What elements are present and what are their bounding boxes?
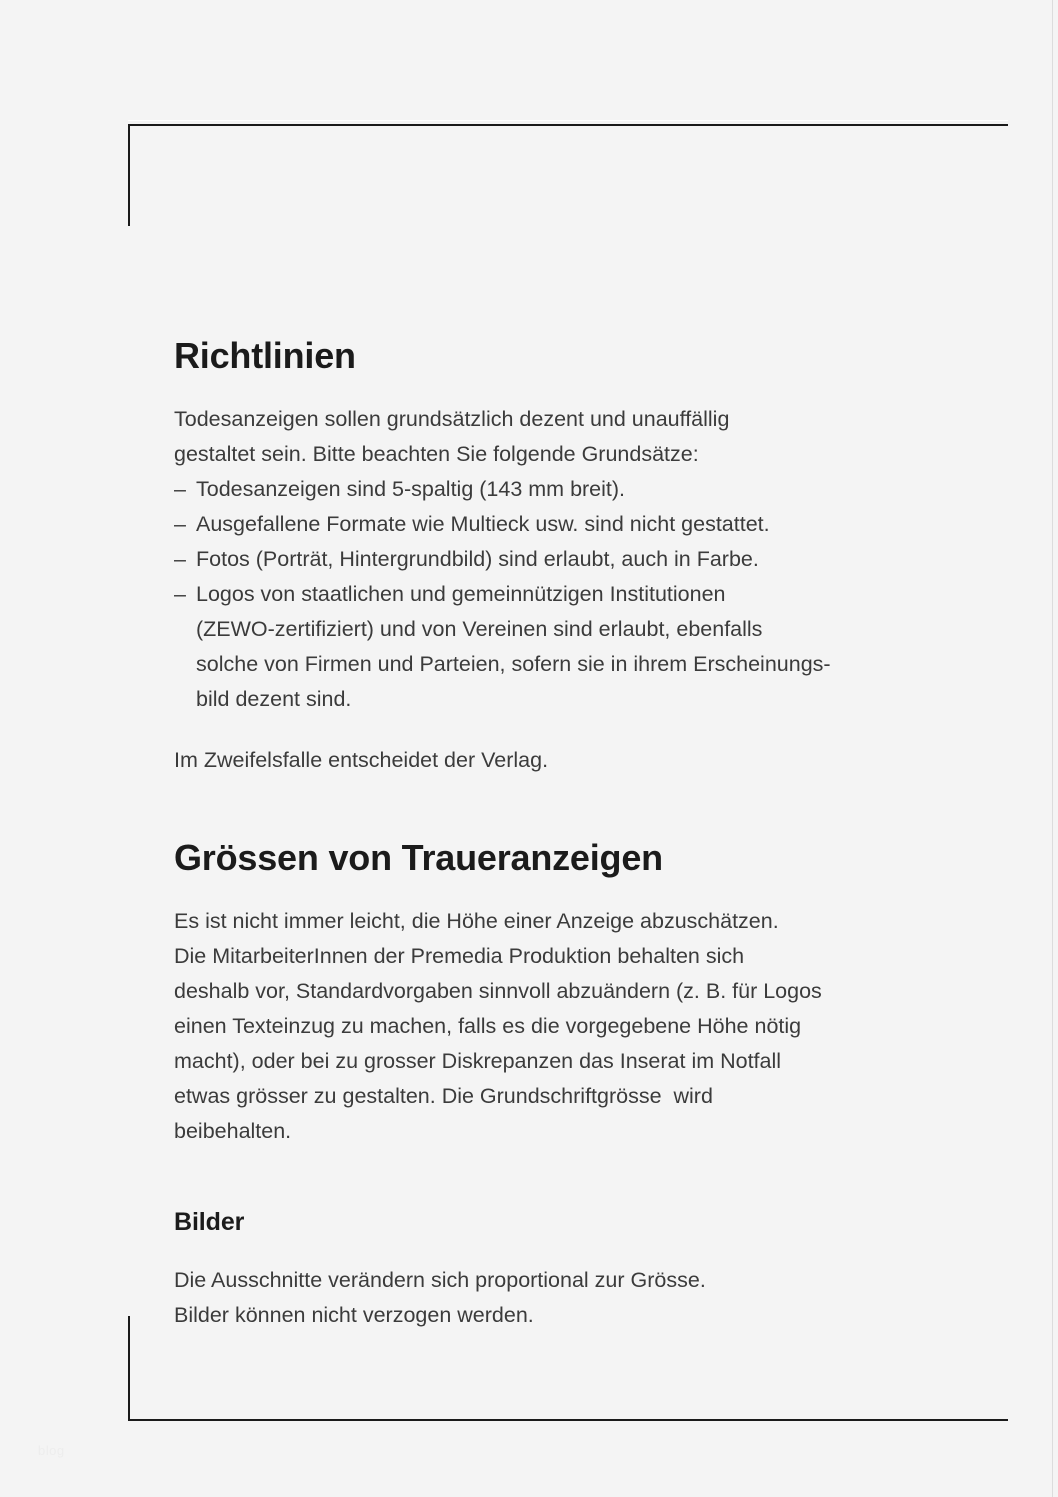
spacer — [174, 717, 944, 743]
spacer — [174, 376, 944, 402]
section-title-groessen: Grössen von Traueranzeigen — [174, 837, 663, 878]
list-item — [174, 472, 944, 507]
list-item-line: bild dezent sind. — [196, 686, 352, 711]
section-title-bilder: Bilder — [174, 1208, 245, 1236]
frame-ghost-rule-top — [128, 120, 1008, 121]
list-item-line: solche von Firmen und Parteien, sofern sie in ihrem Erscheinungs- — [196, 651, 831, 676]
section-bilder — [174, 1208, 944, 1333]
bilder-paragraph — [174, 1263, 944, 1333]
list-bullet-dash: – — [174, 511, 186, 536]
list-item-line: Ausgefallene Formate wie Multieck usw. sind nicht gestattet. — [196, 511, 770, 536]
spacer — [174, 1237, 944, 1263]
section-title-richtlinien: Richtlinien — [174, 335, 356, 376]
section-richtlinien — [174, 336, 944, 778]
list-item-line: Todesanzeigen sind 5-spaltig (143 mm breit). — [196, 476, 626, 501]
section-groessen-von-traueranzeigen — [174, 838, 944, 1149]
richtlinien-bullet-list — [174, 472, 944, 717]
groessen-paragraph-line: einen Texteinzug zu machen, falls es die vorgegebene Höhe nötig — [174, 1013, 802, 1038]
richtlinien-closing: Im Zweifelsfalle entscheidet der Verlag. — [174, 747, 549, 772]
groessen-paragraph-line: Es ist nicht immer leicht, die Höhe einer Anzeige abzuschätzen. — [174, 908, 779, 933]
frame-rule-top — [128, 124, 1008, 126]
richtlinien-intro — [174, 402, 944, 472]
list-item-line: (ZEWO-zertifiziert) und von Vereinen sind erlaubt, ebenfalls — [196, 616, 763, 641]
groessen-paragraph-line: beibehalten. — [174, 1118, 292, 1143]
list-item — [174, 577, 944, 717]
list-item-line: Fotos (Porträt, Hintergrundbild) sind erlaubt, auch in Farbe. — [196, 546, 759, 571]
groessen-paragraph-line: Die MitarbeiterInnen der Premedia Produktion behalten sich — [174, 943, 745, 968]
list-bullet-dash: – — [174, 546, 186, 571]
frame-rule-bottom-left-vertical — [128, 1316, 130, 1421]
list-item — [174, 542, 944, 577]
frame-rule-top-left-vertical — [128, 124, 130, 226]
bilder-paragraph-line: Die Ausschnitte verändern sich proportional zur Grösse. — [174, 1267, 706, 1292]
frame-rule-bottom — [128, 1419, 1008, 1421]
groessen-paragraph — [174, 904, 944, 1149]
groessen-paragraph-line: macht), oder bei zu grosser Diskrepanzen das Inserat im Notfall — [174, 1048, 782, 1073]
list-bullet-dash: – — [174, 581, 186, 606]
bilder-paragraph-line: Bilder können nicht verzogen werden. — [174, 1302, 534, 1327]
richtlinien-intro-line: Todesanzeigen sollen grundsätzlich dezent und unauffällig — [174, 406, 730, 431]
groessen-paragraph-line: deshalb vor, Standardvorgaben sinnvoll abzuändern (z. B. für Logos — [174, 978, 822, 1003]
page-watermark: blog — [38, 1443, 65, 1458]
groessen-paragraph-line: etwas grösser zu gestalten. Die Grundschriftgrösse wird — [174, 1083, 713, 1108]
list-bullet-dash: – — [174, 476, 186, 501]
list-item-line: Logos von staatlichen und gemeinnützigen Institutionen — [196, 581, 726, 606]
spacer — [174, 878, 944, 904]
list-item — [174, 507, 944, 542]
richtlinien-intro-line: gestaltet sein. Bitte beachten Sie folgende Grundsätze: — [174, 441, 699, 466]
